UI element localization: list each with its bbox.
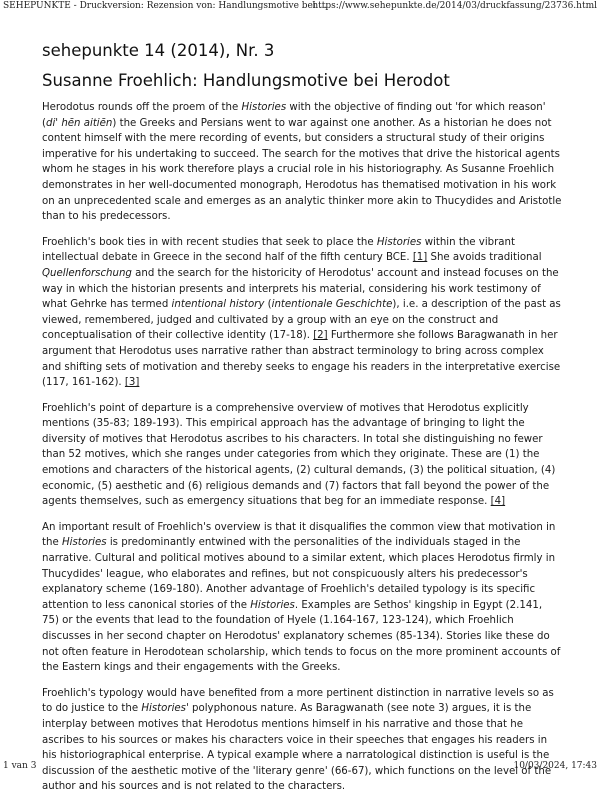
journal-issue-heading: sehepunkte 14 (2014), Nr. 3 [42, 41, 275, 60]
print-header [0, 1, 600, 13]
print-url: https://www.sehepunkte.de/2014/03/druckfassung/23736.html [312, 1, 597, 11]
article-content [42, 41, 562, 805]
paragraph-1: Herodotus rounds off the proem of the Histories with the objective of finding out 'for which reason' (di' hēn aitiēn) the Greeks and Persians went to war against one another. As a historian he does not content himself with the mere recording of events, but considers a structural study of their origins imperative for his undertaking to succeed. The search for the motives that drive the historical agents whom he stages in his work therefore plays a crucial role in his historiography. As Susanne Froehlich demonstrates in her well-documented monograph, Herodotus has thematised motivation in his work on an unprecedented scale and emerges as an analytic thinker more akin to Thucydides and Aristotle than to his predecessors. [42, 102, 562, 223]
footnote-link-3[interactable]: [3] [124, 377, 140, 389]
footnote-link-2[interactable]: [2] [313, 330, 328, 342]
print-timestamp: 10/03/2024, 17:43 [513, 761, 597, 771]
footnote-link-1[interactable]: [1] [412, 252, 428, 264]
paragraph-3: Froehlich's point of departure is a comprehensive overview of motives that Herodotus explicitly mentions (35-83; 189-193). This empirical approach has the advantage of bringing to light the diversity of motives that Herodotus ascribes to his characters. In total she distinguishing no fewer than 52 motives, which she ranges under categories from which they originate. These are (1) the emotions and characters of the historical agents, (2) cultural demands, (3) the political situation, (4) economic, (5) aesthetic and (6) religious demands and (7) factors that fall beyond the power of the agents themselves, such as emergency situations that beg for an immediate response. [4] [42, 402, 556, 508]
footnote-link-4[interactable]: [4] [490, 496, 506, 508]
print-page-number: 1 van 3 [3, 761, 37, 771]
paragraph-4: An important result of Froehlich's overview is that it disqualifies the common view that motivation in the Histories is predominantly entwined with the personalities of the individuals staged in the narrative. Cultural and political motives abound to a similar extent, which places Herodotus firmly in Thucydides' league, who elaborates and refines, but not conspicuously alters his predecessor's explanatory scheme (169-180). Another advantage of Froehlich's detailed typology is its specific attention to less canonical stories of the Histories. Examples are Sethos' kingship in Egypt (2.141, 75) or the events that lead to the foundation of Hyele (1.164-167, 123-124), which Froehlich discusses in her second chapter on Herodotus' explanatory schemes (85-134). Stories like these do not often feature in Herodotean scholarship, which tends to focus on the more prominent accounts of the Eastern kings and their engagements with the Greeks. [42, 521, 561, 674]
review-title: Susanne Froehlich: Handlungsmotive bei Herodot [42, 71, 450, 90]
print-page-title: SEHEPUNKTE - Druckversion: Rezension von: Handlungsmotive bei ... [3, 1, 328, 11]
print-footer [0, 761, 600, 773]
paragraph-2: Froehlich's book ties in with recent studies that seek to place the Histories within the vibrant intellectual debate in Greece in the second half of the fifth century BCE. [1] She avoids traditional Quellenforschung and the search for the historicity of Herodotus' account and instead focuses on the way in which the historian presents and interprets his material, considering his work testimony of what Gehrke has termed intentional history (intentionale Geschichte), i.e. a description of the past as viewed, remembered, judged and cultivated by a group with an eye on the construct and conceptualisation of their collective identity (17-18). [2] Furthermore she follows Baragwanath in her argument that Herodotus uses narrative rather than abstract terminology to bring across complex and shifting sets of motivation and thereby seeks to engage his readers in the interpretative exercise (117, 161-162). [3] [42, 236, 561, 389]
paragraph-5: Froehlich's typology would have benefited from a more pertinent distinction in narrative levels so as to do justice to the Histories' polyphonous nature. As Baragwanath (see note 3) argues, it is the interplay between motives that Herodotus mentions himself in his narrative and those that he ascribes to his sources or makes his characters voice in their speeches that engages his readers in his historiographical enterprise. A typical example where a narratological distinction is useful is the discussion of the aesthetic motive of the 'literary genre' (66-67), which functions on the level of the author and his sources and is not related to the characters. [42, 687, 554, 793]
